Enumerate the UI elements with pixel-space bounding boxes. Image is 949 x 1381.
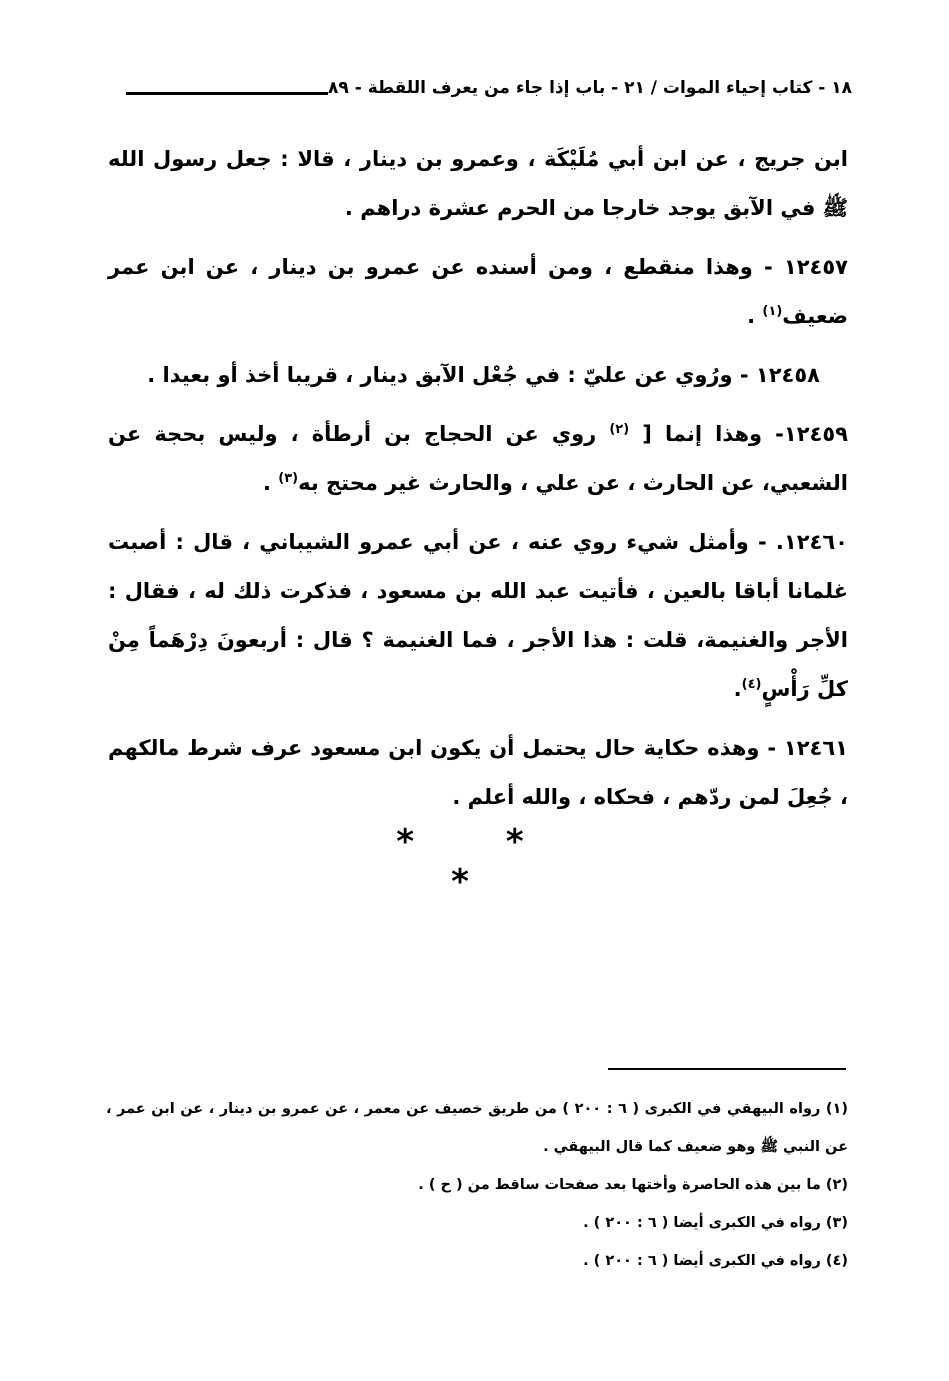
main-text — [108, 135, 848, 832]
header-rule — [126, 92, 328, 95]
paragraph-12458: ١٢٤٥٨ - ورُوي عن عليّ : في جُعْل الآبق دينار ، قريبا أخذ أو بعيدا . — [147, 363, 820, 387]
section-separator — [380, 822, 580, 902]
running-header — [112, 72, 852, 104]
separator-stars: * * * — [396, 822, 564, 902]
header-title: ١٨ - كتاب إحياء الموات / ٢١ - باب إذا جاء من يعرف اللقطة - ٨٩ — [328, 78, 852, 98]
footnote-2: (٢) ما بين هذه الحاصرة وأختها بعد صفحات ساقط من ( ح ) . — [418, 1177, 848, 1193]
footnote-1: (١) رواه البيهقي في الكبرى ( ٦ : ٢٠٠ ) من طريق خصيف عن معمر ، عن عمرو بن دينار ، عن ابن عمر ، عن النبي ﷺ وهو ضعيف كما قال البيهقي . — [106, 1101, 848, 1155]
footnotes — [106, 1090, 848, 1280]
footnote-ref-4: (٤) — [741, 677, 762, 692]
footnote-4: (٤) رواه في الكبرى أيضا ( ٦ : ٢٠٠ ) . — [583, 1253, 848, 1269]
footnote-rule — [608, 1068, 846, 1070]
paragraph-12459: ١٢٤٥٩- وهذا إنما [ $^{(٢)}$ روي عن الحجاج بن أرطأة ، وليس بحجة عن الشعبي، عن الحارث ، عن علي ، والحارث غير محتج به$^{(٣)}$ . — [108, 422, 848, 495]
footnote-ref-2: (٢) — [609, 422, 630, 437]
footnote-3: (٣) رواه في الكبرى أيضا ( ٦ : ٢٠٠ ) . — [583, 1215, 848, 1231]
footnote-ref-3: (٣) — [278, 471, 299, 486]
paragraph-1: ابن جريج ، عن ابن أبي مُلَيْكَة ، وعمرو بن دينار ، قالا : جعل رسول الله ﷺ في الآبق يوجد خارجا من الحرم عشرة دراهم . — [108, 147, 848, 220]
paragraph-12460: ١٢٤٦٠. - وأمثل شيء روي عنه ، عن أبي عمرو الشيباني ، قال : أصبت غلمانا أباقا بالعين ، فأتيت عبد الله بن مسعود ، فذكرت ذلك له ، فقال : الأجر والغنيمة، قلت : هذا الأجر ، فما الغنيمة ؟ قال : أربعونَ دِرْهَماً مِنْ كلِّ رَأْسٍ$^{(٤)}$. — [108, 530, 848, 701]
footnote-ref-1: (١) — [762, 304, 783, 319]
paragraph-12461: ١٢٤٦١ - وهذه حكاية حال يحتمل أن يكون ابن مسعود عرف شرط مالكهم ، جُعِلَ لمن ردّهم ، فحكاه ، والله أعلم . — [108, 736, 848, 809]
paragraph-12457: ١٢٤٥٧ - وهذا منقطع ، ومن أسنده عن عمرو بن دينار ، عن ابن عمر ضعيف$^{(١)}$ . — [108, 255, 848, 328]
